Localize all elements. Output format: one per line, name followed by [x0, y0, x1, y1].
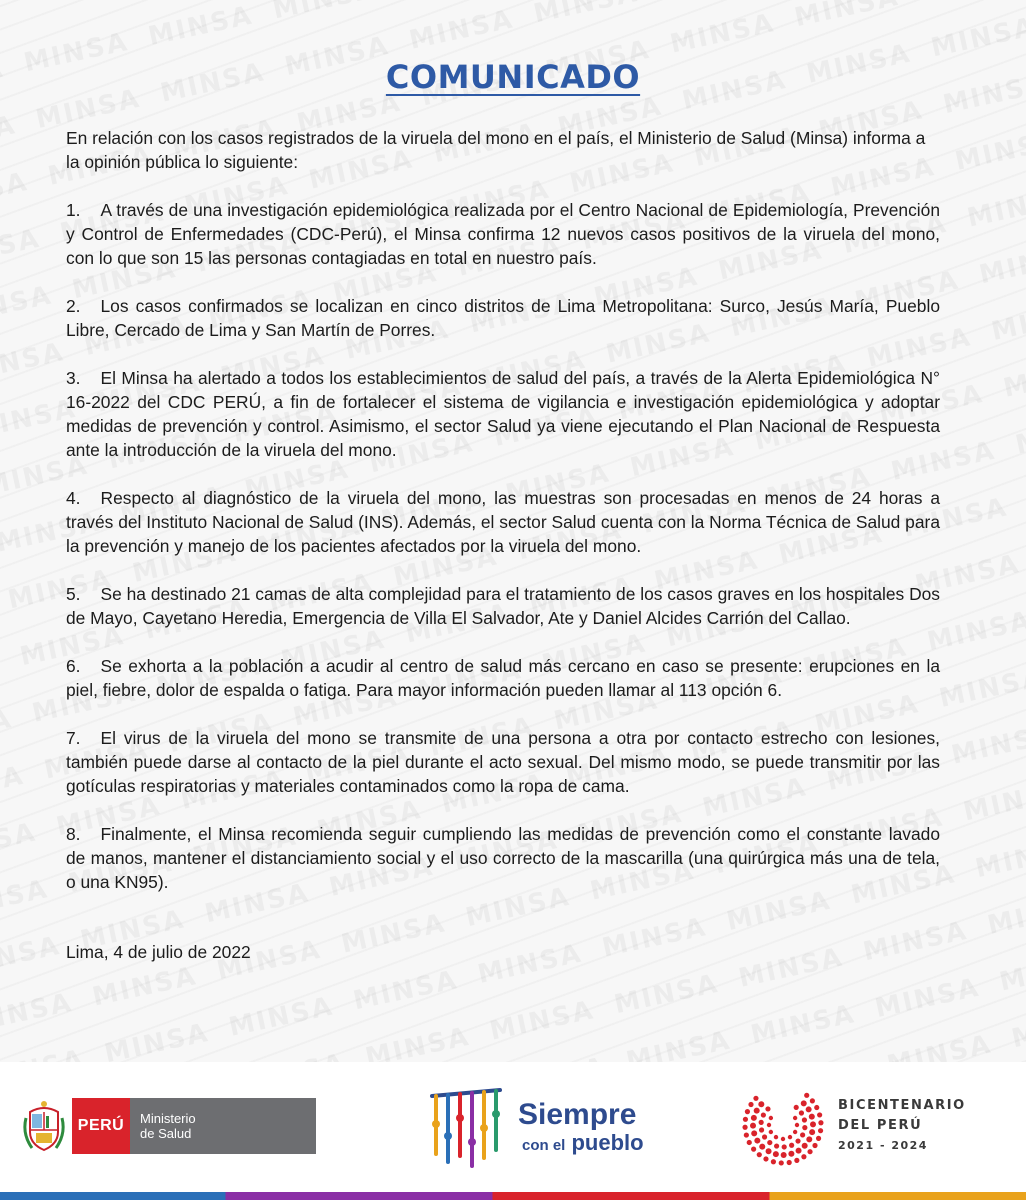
item-text: Se ha destinado 21 camas de alta complejidad para el tratamiento de los casos graves en los hospitales Dos de Mayo, Cayetano Heredia, Emergencia de Villa El Salvador, Ate y Daniel Alcides Carrión del Callao. — [66, 584, 940, 628]
item-text: El virus de la viruela del mono se transmite de una persona a otra por contacto estrecho con lesiones, también puede darse al contacto de la piel durante el acto sexual. Del mismo modo, se puede transmitir por las gotículas respiratorias y materiales contaminados como la ropa de cama. — [66, 728, 940, 796]
document-title: COMUNICADO — [385, 58, 641, 96]
bicentennial-line2: DEL PERÚ — [838, 1118, 923, 1133]
bicentennial-wordmark — [838, 1098, 966, 1152]
list-item — [66, 582, 940, 630]
ministry-logo — [22, 1098, 316, 1154]
list-item — [66, 294, 940, 342]
list-item — [66, 822, 940, 894]
peru-label: PERÚ — [72, 1098, 130, 1154]
ministry-line1: Ministerio — [140, 1111, 196, 1126]
bicentennial-logo — [740, 1082, 966, 1168]
campaign-wordmark — [518, 1100, 644, 1154]
item-number: 5. — [66, 584, 81, 604]
campaign-line1: Siempre — [518, 1098, 637, 1131]
list-item — [66, 726, 940, 798]
bicentennial-line1: BICENTENARIO — [838, 1098, 966, 1113]
ministry-name — [130, 1098, 316, 1154]
ministry-line2: de Salud — [140, 1126, 192, 1141]
document-body — [66, 126, 940, 981]
item-number: 2. — [66, 296, 81, 316]
ribbon-threads-icon — [426, 1084, 506, 1170]
coat-of-arms-icon — [22, 1098, 66, 1154]
item-number: 7. — [66, 728, 81, 748]
list-item — [66, 366, 940, 462]
list-item — [66, 654, 940, 702]
bicentennial-years: 2021 - 2024 — [838, 1139, 928, 1152]
campaign-logo — [426, 1084, 644, 1170]
item-text: El Minsa ha alertado a todos los establecimientos de salud del país, a través de la Alerta Epidemiológica N° 16-2022 del CDC PERÚ, a fin de fortalecer el sistema de vigilancia e investigación epidemiológica y adoptar medidas de prevención y control. Asimismo, el sector Salud ya viene ejecutando el Plan Nacional de Respuesta ante la introducción de la viruela del mono. — [66, 368, 940, 460]
campaign-line2 — [518, 1132, 644, 1154]
campaign-con: con el — [522, 1137, 566, 1154]
item-number: 8. — [66, 824, 81, 844]
color-strip — [0, 1192, 1026, 1200]
ministry-wordmark — [72, 1098, 316, 1154]
date-line: Lima, 4 de julio de 2022 — [66, 942, 251, 962]
item-number: 1. — [66, 200, 81, 220]
item-text: Finalmente, el Minsa recomienda seguir cumpliendo las medidas de prevención como el constante lavado de manos, mantener el distanciamiento social y el uso correcto de la mascarilla (una quirúrgica más una de tela, o una KN95). — [66, 824, 940, 892]
item-text: Los casos confirmados se localizan en cinco distritos de Lima Metropolitana: Surco, Jesús María, Pueblo Libre, Cercado de Lima y San Martín de Porres. — [66, 296, 940, 340]
footer — [0, 1062, 1026, 1200]
item-text: Respecto al diagnóstico de la viruela del mono, las muestras son procesadas en menos de 24 horas a través del Instituto Nacional de Salud (INS). Además, el sector Salud cuenta con la Norma Técnica de Salud para la prevención y manejo de los pacientes afectados por la viruela del mono. — [66, 488, 940, 556]
list-item — [66, 198, 940, 270]
campaign-pueblo: pueblo — [571, 1130, 644, 1155]
intro-paragraph: En relación con los casos registrados de la viruela del mono en el país, el Ministerio de Salud (Minsa) informa a la opinión pública lo siguiente: — [66, 128, 926, 172]
bicentennial-sunburst-icon — [740, 1082, 826, 1168]
item-text: A través de una investigación epidemiológica realizada por el Centro Nacional de Epidemiología, Prevención y Control de Enfermedades (CDC-Perú), el Minsa confirma 12 nuevos casos positivos de la viruela del mono, con lo que son 15 las personas contagiadas en total en nuestro país. — [66, 200, 940, 268]
item-text: Se exhorta a la población a acudir al centro de salud más cercano en caso se presente: erupciones en la piel, fiebre, dolor de espalda o fatiga. Para mayor información pueden llamar al 113 opción 6. — [66, 656, 940, 700]
list-item — [66, 486, 940, 558]
item-number: 3. — [66, 368, 81, 388]
item-number: 6. — [66, 656, 81, 676]
item-number: 4. — [66, 488, 81, 508]
